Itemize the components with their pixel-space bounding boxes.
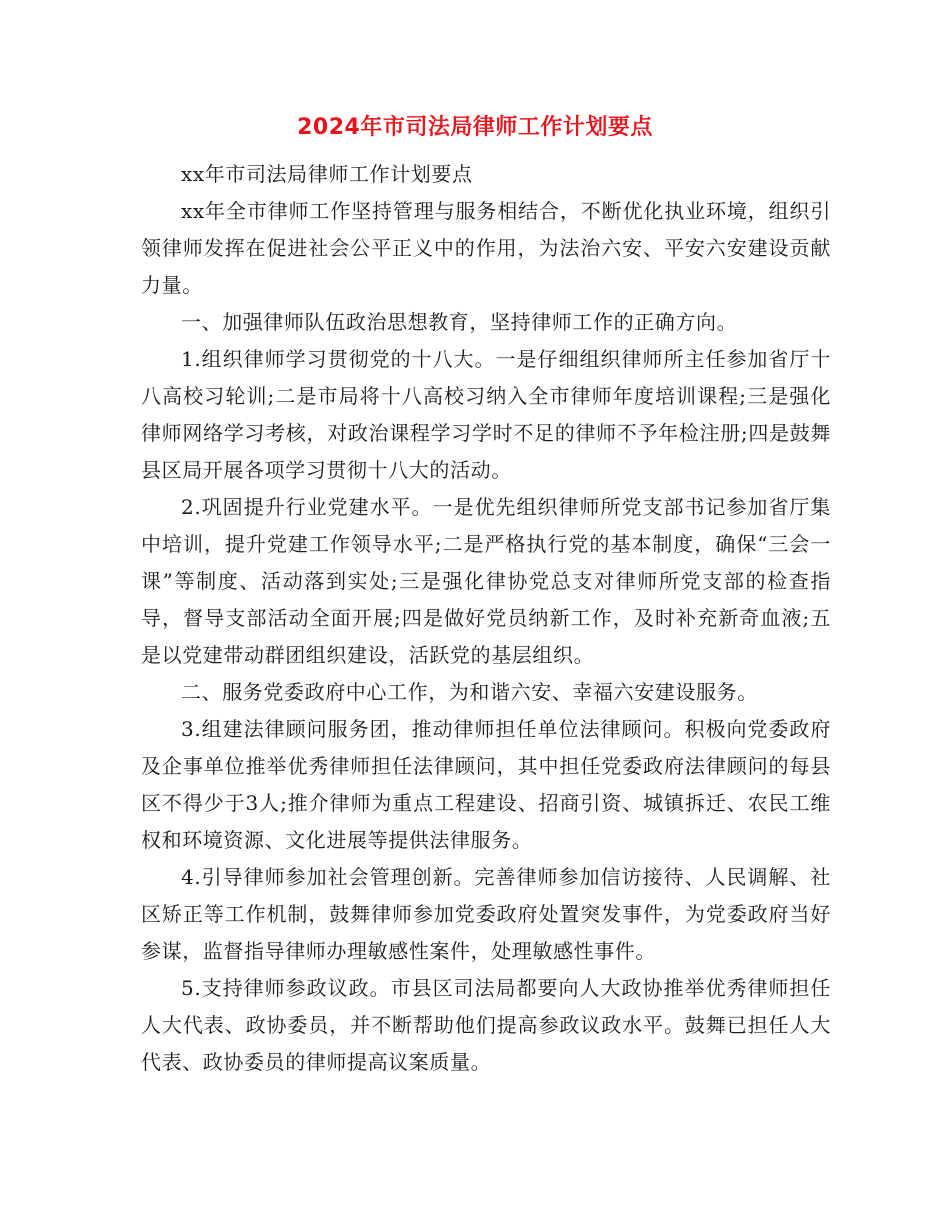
document-title: 2024年市司法局律师工作计划要点 (297, 115, 653, 140)
section-heading-2: 二、服务党委政府中心工作，为和谐六安、幸福六安建设服务。 (181, 680, 758, 704)
paragraph-intro: xx年全市律师工作坚持管理与服务相结合，不断优化执业环境，组织引领律师发挥在促进社会公平正义中的作用，为法治六安、平安六安建设贡献力量。 (141, 199, 831, 297)
paragraph-item-1: 1.组织律师学习贯彻党的十八大。一是仔细组织律师所主任参加省厅十八高校习轮训;二是市局将十八高校习纳入全市律师年度培训课程;三是强化律师网络学习考核，对政治课程学习学时不足的律师不予年检注册;四是鼓舞县区局开展各项学习贯彻十八大的活动。 (141, 347, 831, 482)
section-heading-1: 一、加强律师队伍政治思想教育，坚持律师工作的正确方向。 (181, 310, 738, 334)
paragraph-item-5: 5.支持律师参政议政。市县区司法局都要向人大政协推举优秀律师担任人大代表、政协委员，并不断帮助他们提高参政议政水平。鼓舞已担任人大代表、政协委员的律师提高议案质量。 (141, 976, 831, 1074)
paragraph-heading: xx年市司法局律师工作计划要点 (181, 162, 473, 186)
document-body (141, 156, 831, 1081)
paragraph-item-3: 3.组建法律顾问服务团，推动律师担任单位法律顾问。积极向党委政府及企事单位推举优秀律师担任法律顾问，其中担任党委政府法律顾问的每县区不得少于3人;推介律师为重点工程建设、招商引资、城镇拆迁、农民工维权和环境资源、文化进展等提供法律服务。 (141, 717, 831, 852)
paragraph-item-2: 2.巩固提升行业党建水平。一是优先组织律师所党支部书记参加省厅集中培训，提升党建工作领导水平;二是严格执行党的基本制度，确保“三会一课”等制度、活动落到实处;三是强化律协党总支对律师所党支部的检查指导，督导支部活动全面开展;四是做好党员纳新工作，及时补充新奇血液;五是以党建带动群团组织建设，活跃党的基层组织。 (141, 495, 831, 667)
paragraph-item-4: 4.引导律师参加社会管理创新。完善律师参加信访接待、人民调解、社区矫正等工作机制，鼓舞律师参加党委政府处置突发事件，为党委政府当好参谋，监督指导律师办理敏感性案件，处理敏感性事件。 (141, 865, 831, 963)
